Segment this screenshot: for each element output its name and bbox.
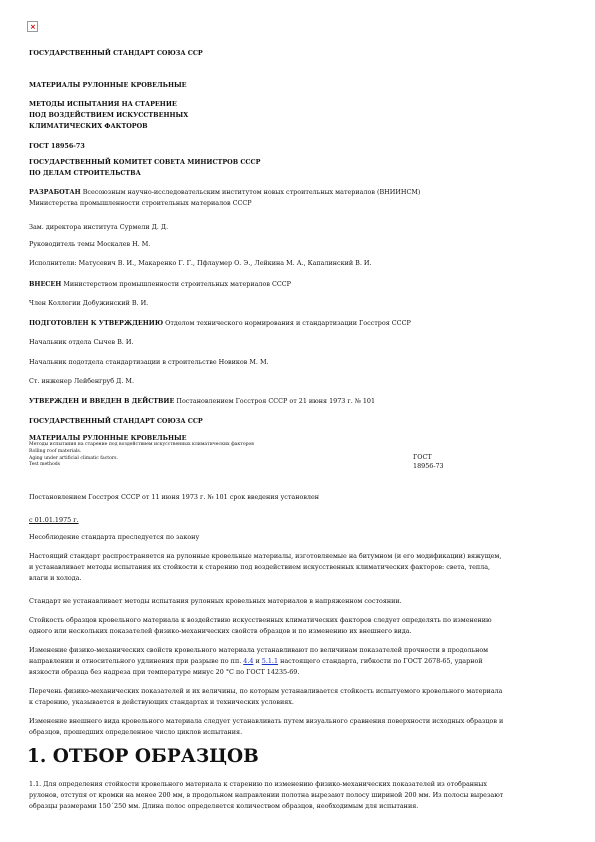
prepared-by — [29, 318, 574, 329]
committee-line-2: ПО ДЕЛАМ СТРОИТЕЛЬСТВА — [29, 169, 141, 177]
title-block-en-1: Rolling roof materials. — [29, 448, 82, 454]
prepared-text: Отделом технического нормирования и стандартизации Госстроя СССР — [163, 319, 411, 327]
title-block-gost — [413, 453, 473, 471]
title-block-en-3: Test methods — [29, 462, 61, 468]
change-text-a: направлении и относительного удлинения при разрыве по пп. — [29, 657, 244, 665]
appearance-line-2: образцов, прошедших определенное число циклов испытания. — [29, 728, 243, 736]
senior-engineer: Ст. инженер Лейбенгруб Д. М. — [29, 377, 135, 385]
title-block-gost-label: ГОСТ — [413, 453, 432, 461]
developed-by-ministry: Министерства промышленности строительных материалов СССР — [29, 199, 252, 207]
introduced-label: ВНЕСЕН — [29, 280, 62, 288]
state-standard-heading: ГОСУДАРСТВЕННЫЙ СТАНДАРТ СОЮЗА ССР — [29, 49, 203, 57]
subdept-head: Начальник подотдела стандартизации в строительстве Новиков М. М. — [29, 358, 269, 366]
scope-line-1: Настоящий стандарт распространяется на рулонные кровельные материалы, изготовляемые на битумном (и его модификации) вяжущем, — [29, 552, 502, 560]
executors: Исполнители: Матусевич В. И., Макаренко Г. Г., Пфлаумер О. Э., Лейкина М. А., Капалинский В. И. — [29, 259, 372, 267]
title-block-gost-number: 18956-73 — [413, 462, 444, 470]
title-block-method: Методы испытания на старение под воздействием искусственных климатических факторов — [29, 442, 254, 447]
developed-by — [29, 187, 574, 198]
broken-image-icon: × — [27, 21, 38, 32]
change-line-2 — [29, 656, 574, 667]
section-1-line-1: 1.1. Для определения стойкости кровельного материала к старению по изменению физико-механических показателей из отобранных — [29, 780, 487, 788]
introduced-text: Министерством промышленности строительных материалов СССР — [61, 280, 291, 288]
section-1-line-2: рулонов, отступя от кромки на менее 200 мм, в продольном направлении полотна вырезают полосу шириной 200 мм. Из полосы вырезают — [29, 791, 504, 799]
committee-line-1: ГОСУДАРСТВЕННЫЙ КОМИТЕТ СОВЕТА МИНИСТРОВ СССР — [29, 158, 261, 166]
title-block-left — [29, 434, 399, 469]
change-text-c: настоящего стандарта, гибкости по ГОСТ 2678-65, ударной — [278, 657, 483, 665]
list-line-1: Перечень физико-механических показателей и их величины, по которым устанавливается стойкость испытуемого кровельного материала — [29, 687, 503, 695]
introduced-by — [29, 279, 574, 290]
link-clause-4-4[interactable]: 4.4 — [243, 657, 254, 665]
effective-date: с 01.01.1975 г. — [29, 516, 79, 524]
link-clause-5-1-1[interactable]: 5.1.1 — [261, 657, 279, 665]
section-1-line-3: образцы размерами 150´250 мм. Длина полос определяется количеством образцов, необходимым для испытания. — [29, 802, 419, 810]
resistance-line-2: одного или нескольких показателей физико-механических свойств образцов и по изменению их внешнего вида. — [29, 627, 412, 635]
methods-heading-line-2: ПОД ВОЗДЕЙСТВИЕМ ИСКУССТВЕННЫХ — [29, 111, 189, 119]
change-line-3: вязкости образца без надреза при температуре минус 20 °С по ГОСТ 14235-69. — [29, 668, 300, 676]
scope-line-2: и устанавливает методы испытания их стойкости к старению под воздействием искусственных климатических факторов: света, тепла, — [29, 563, 491, 571]
list-line-2: к старению, указывается в действующих стандартах и технических условиях. — [29, 698, 294, 706]
change-line-1: Изменение физико-механических свойств кровельного материала устанавливают по величинам показателей прочности в продольном — [29, 646, 489, 654]
appearance-line-1: Изменение внешнего вида кровельного материала следует устанавливать путем визуального сравнения поверхности исходных образцов и — [29, 717, 504, 725]
state-standard-heading-2: ГОСУДАРСТВЕННЫЙ СТАНДАРТ СОЮЗА ССР — [29, 417, 203, 425]
prepared-label: ПОДГОТОВЛЕН К УТВЕРЖДЕНИЮ — [29, 319, 164, 327]
no-methods: Стандарт не устанавливает методы испытания рулонных кровельных материалов в напряженном состоянии. — [29, 597, 402, 605]
materials-heading: МАТЕРИАЛЫ РУЛОННЫЕ КРОВЕЛЬНЫЕ — [29, 81, 187, 89]
developed-text: Всесоюзным научно-исследовательским институтом новых строительных материалов (ВНИИНСМ) — [80, 188, 421, 196]
dept-head: Начальник отдела Сычев В. И. — [29, 338, 134, 346]
methods-heading-line-1: МЕТОДЫ ИСПЫТАНИЯ НА СТАРЕНИЕ — [29, 100, 177, 108]
topic-lead: Руководитель темы Москалев Н. М. — [29, 240, 151, 248]
section-1-heading: 1. ОТБОР ОБРАЗЦОВ — [27, 746, 259, 767]
change-text-b: и — [253, 657, 262, 665]
deputy-director: Зам. директора института Сурмели Д. Д. — [29, 223, 169, 231]
non-compliance: Несоблюдение стандарта преследуется по закону — [29, 533, 200, 541]
resistance-line-1: Стойкость образцов кровельного материала к воздействию искусственных климатических факторов следует определять по изменению — [29, 616, 492, 624]
methods-heading-line-3: КЛИМАТИЧЕСКИХ ФАКТОРОВ — [29, 122, 148, 130]
gost-number: ГОСТ 18956-73 — [29, 142, 85, 150]
approved-by — [29, 396, 574, 407]
developed-label: РАЗРАБОТАН — [29, 188, 81, 196]
scope-line-3: влаги и холода. — [29, 574, 82, 582]
board-member: Член Коллегии Добужинский В. И. — [29, 299, 149, 307]
title-block-materials: МАТЕРИАЛЫ РУЛОННЫЕ КРОВЕЛЬНЫЕ — [29, 434, 187, 442]
resolution: Постановлением Госстроя СССР от 11 июня 1973 г. № 101 срок введения установлен — [29, 493, 320, 501]
approved-text: Постановлением Госстроя СССР от 21 июня 1973 г. № 101 — [174, 397, 376, 405]
title-block-en-2: Aging under artificial climatic factors. — [29, 455, 118, 461]
approved-label: УТВЕРЖДЕН И ВВЕДЕН В ДЕЙСТВИЕ — [29, 397, 175, 405]
